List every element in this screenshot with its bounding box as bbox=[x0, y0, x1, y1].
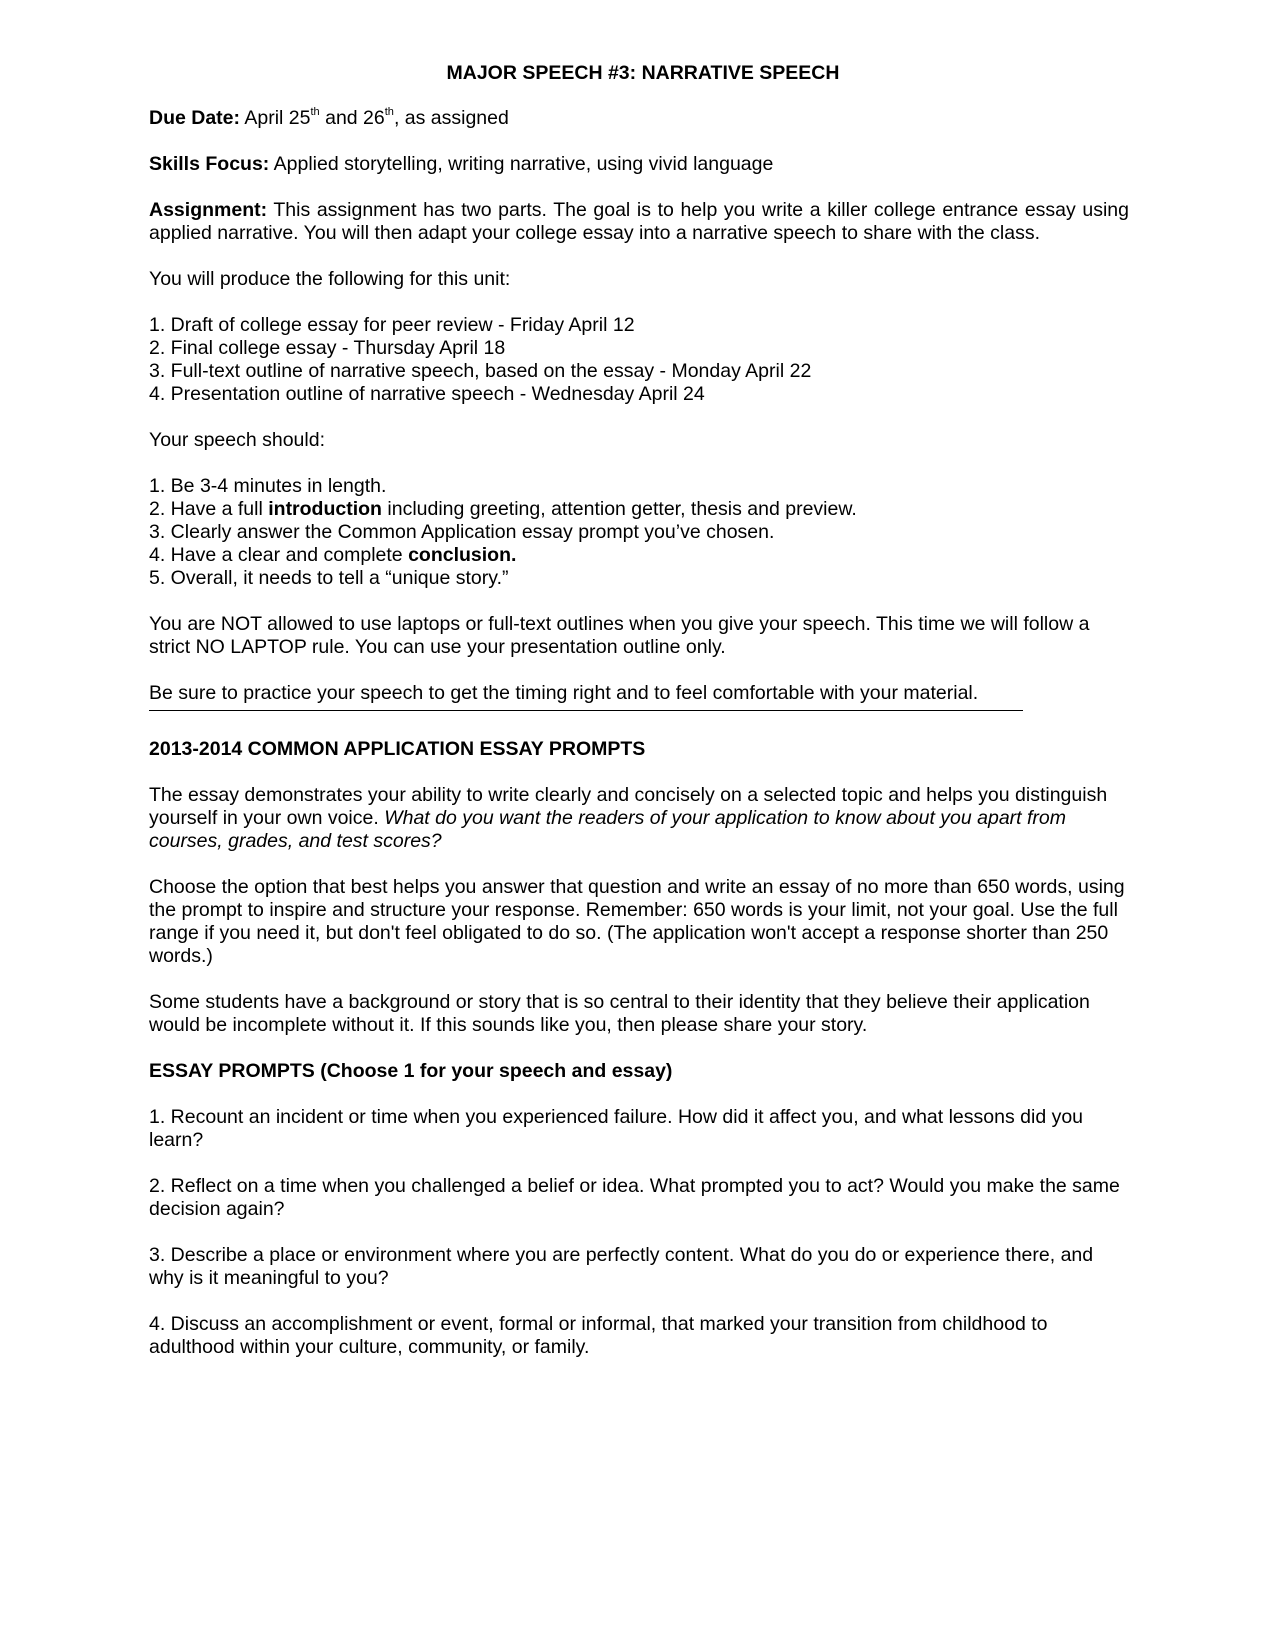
requirements-list bbox=[149, 475, 1129, 590]
assignment-label: Assignment: bbox=[149, 199, 268, 221]
list-item: 2. Have a full introduction including greeting, attention getter, thesis and preview. bbox=[149, 498, 857, 520]
assignment-paragraph: Assignment: This assignment has two parts. The goal is to help you write a killer college entrance essay using applied narrative. You will then adapt your college essay into a narrative speech to share with the class. bbox=[149, 199, 1129, 244]
choose-option: Choose the option that best helps you answer that question and write an essay of no more than 650 words, using the prompt to inspire and structure your response. Remember: 650 words is your limit, not your goal. Use the full range if you need it, but don't feel obligated to do so. (The application won't accept a response shorter than 250 words.) bbox=[149, 876, 1125, 967]
essay-prompt: 3. Describe a place or environment where you are perfectly content. What do you do or experience there, and why is it meaningful to you? bbox=[149, 1244, 1094, 1289]
list-item: 4. Presentation outline of narrative speech - Wednesday April 24 bbox=[149, 383, 705, 405]
essay-prompt: 1. Recount an incident or time when you experienced failure. How did it affect you, and what lessons did you learn? bbox=[149, 1106, 1084, 1151]
list-item: 3. Clearly answer the Common Application essay prompt you’ve chosen. bbox=[149, 521, 775, 543]
list-item: 4. Have a clear and complete conclusion. bbox=[149, 544, 517, 566]
produce-intro: You will produce the following for this unit: bbox=[149, 268, 511, 290]
skills-focus: Skills Focus: Applied storytelling, writing narrative, using vivid language bbox=[149, 153, 774, 175]
list-item: 5. Overall, it needs to tell a “unique story.” bbox=[149, 567, 509, 589]
list-item: 1. Draft of college essay for peer review - Friday April 12 bbox=[149, 314, 635, 336]
due-date-label: Due Date: bbox=[149, 107, 241, 129]
essay-prompt: 2. Reflect on a time when you challenged a belief or idea. What prompted you to act? Would you make the same decision again? bbox=[149, 1175, 1120, 1220]
essay-prompt: 4. Discuss an accomplishment or event, formal or informal, that marked your transition from childhood to adulthood within your culture, community, or family. bbox=[149, 1313, 1048, 1358]
essay-intro: The essay demonstrates your ability to write clearly and concisely on a selected topic and helps you distinguish yourself in your own voice. What do you want the readers of your application to know about you apart from courses, grades, and test scores? bbox=[149, 784, 1108, 852]
page-title: MAJOR SPEECH #3: NARRATIVE SPEECH bbox=[446, 62, 840, 84]
list-item: 3. Full-text outline of narrative speech, based on the essay - Monday April 22 bbox=[149, 360, 812, 382]
background-note: Some students have a background or story that is so central to their identity that they believe their application would be incomplete without it. If this sounds like you, then please share your story. bbox=[149, 991, 1090, 1036]
divider bbox=[149, 710, 1023, 711]
practice-note: Be sure to practice your speech to get the timing right and to feel comfortable with your material. bbox=[149, 682, 979, 704]
laptop-rule: You are NOT allowed to use laptops or full-text outlines when you give your speech. This time we will follow a strict NO LAPTOP rule. You can use your presentation outline only. bbox=[149, 613, 1090, 658]
due-date: Due Date: April 25th and 26th, as assigned bbox=[149, 105, 509, 129]
common-app-heading: 2013-2014 COMMON APPLICATION ESSAY PROMPTS bbox=[149, 738, 646, 760]
deliverables-list bbox=[149, 314, 1129, 406]
prompts-heading: ESSAY PROMPTS (Choose 1 for your speech and essay) bbox=[149, 1060, 673, 1082]
list-item: 1. Be 3-4 minutes in length. bbox=[149, 475, 387, 497]
list-item: 2. Final college essay - Thursday April 18 bbox=[149, 337, 506, 359]
document-body bbox=[149, 62, 1129, 1382]
skills-focus-label: Skills Focus: bbox=[149, 153, 270, 175]
speech-intro: Your speech should: bbox=[149, 429, 325, 451]
